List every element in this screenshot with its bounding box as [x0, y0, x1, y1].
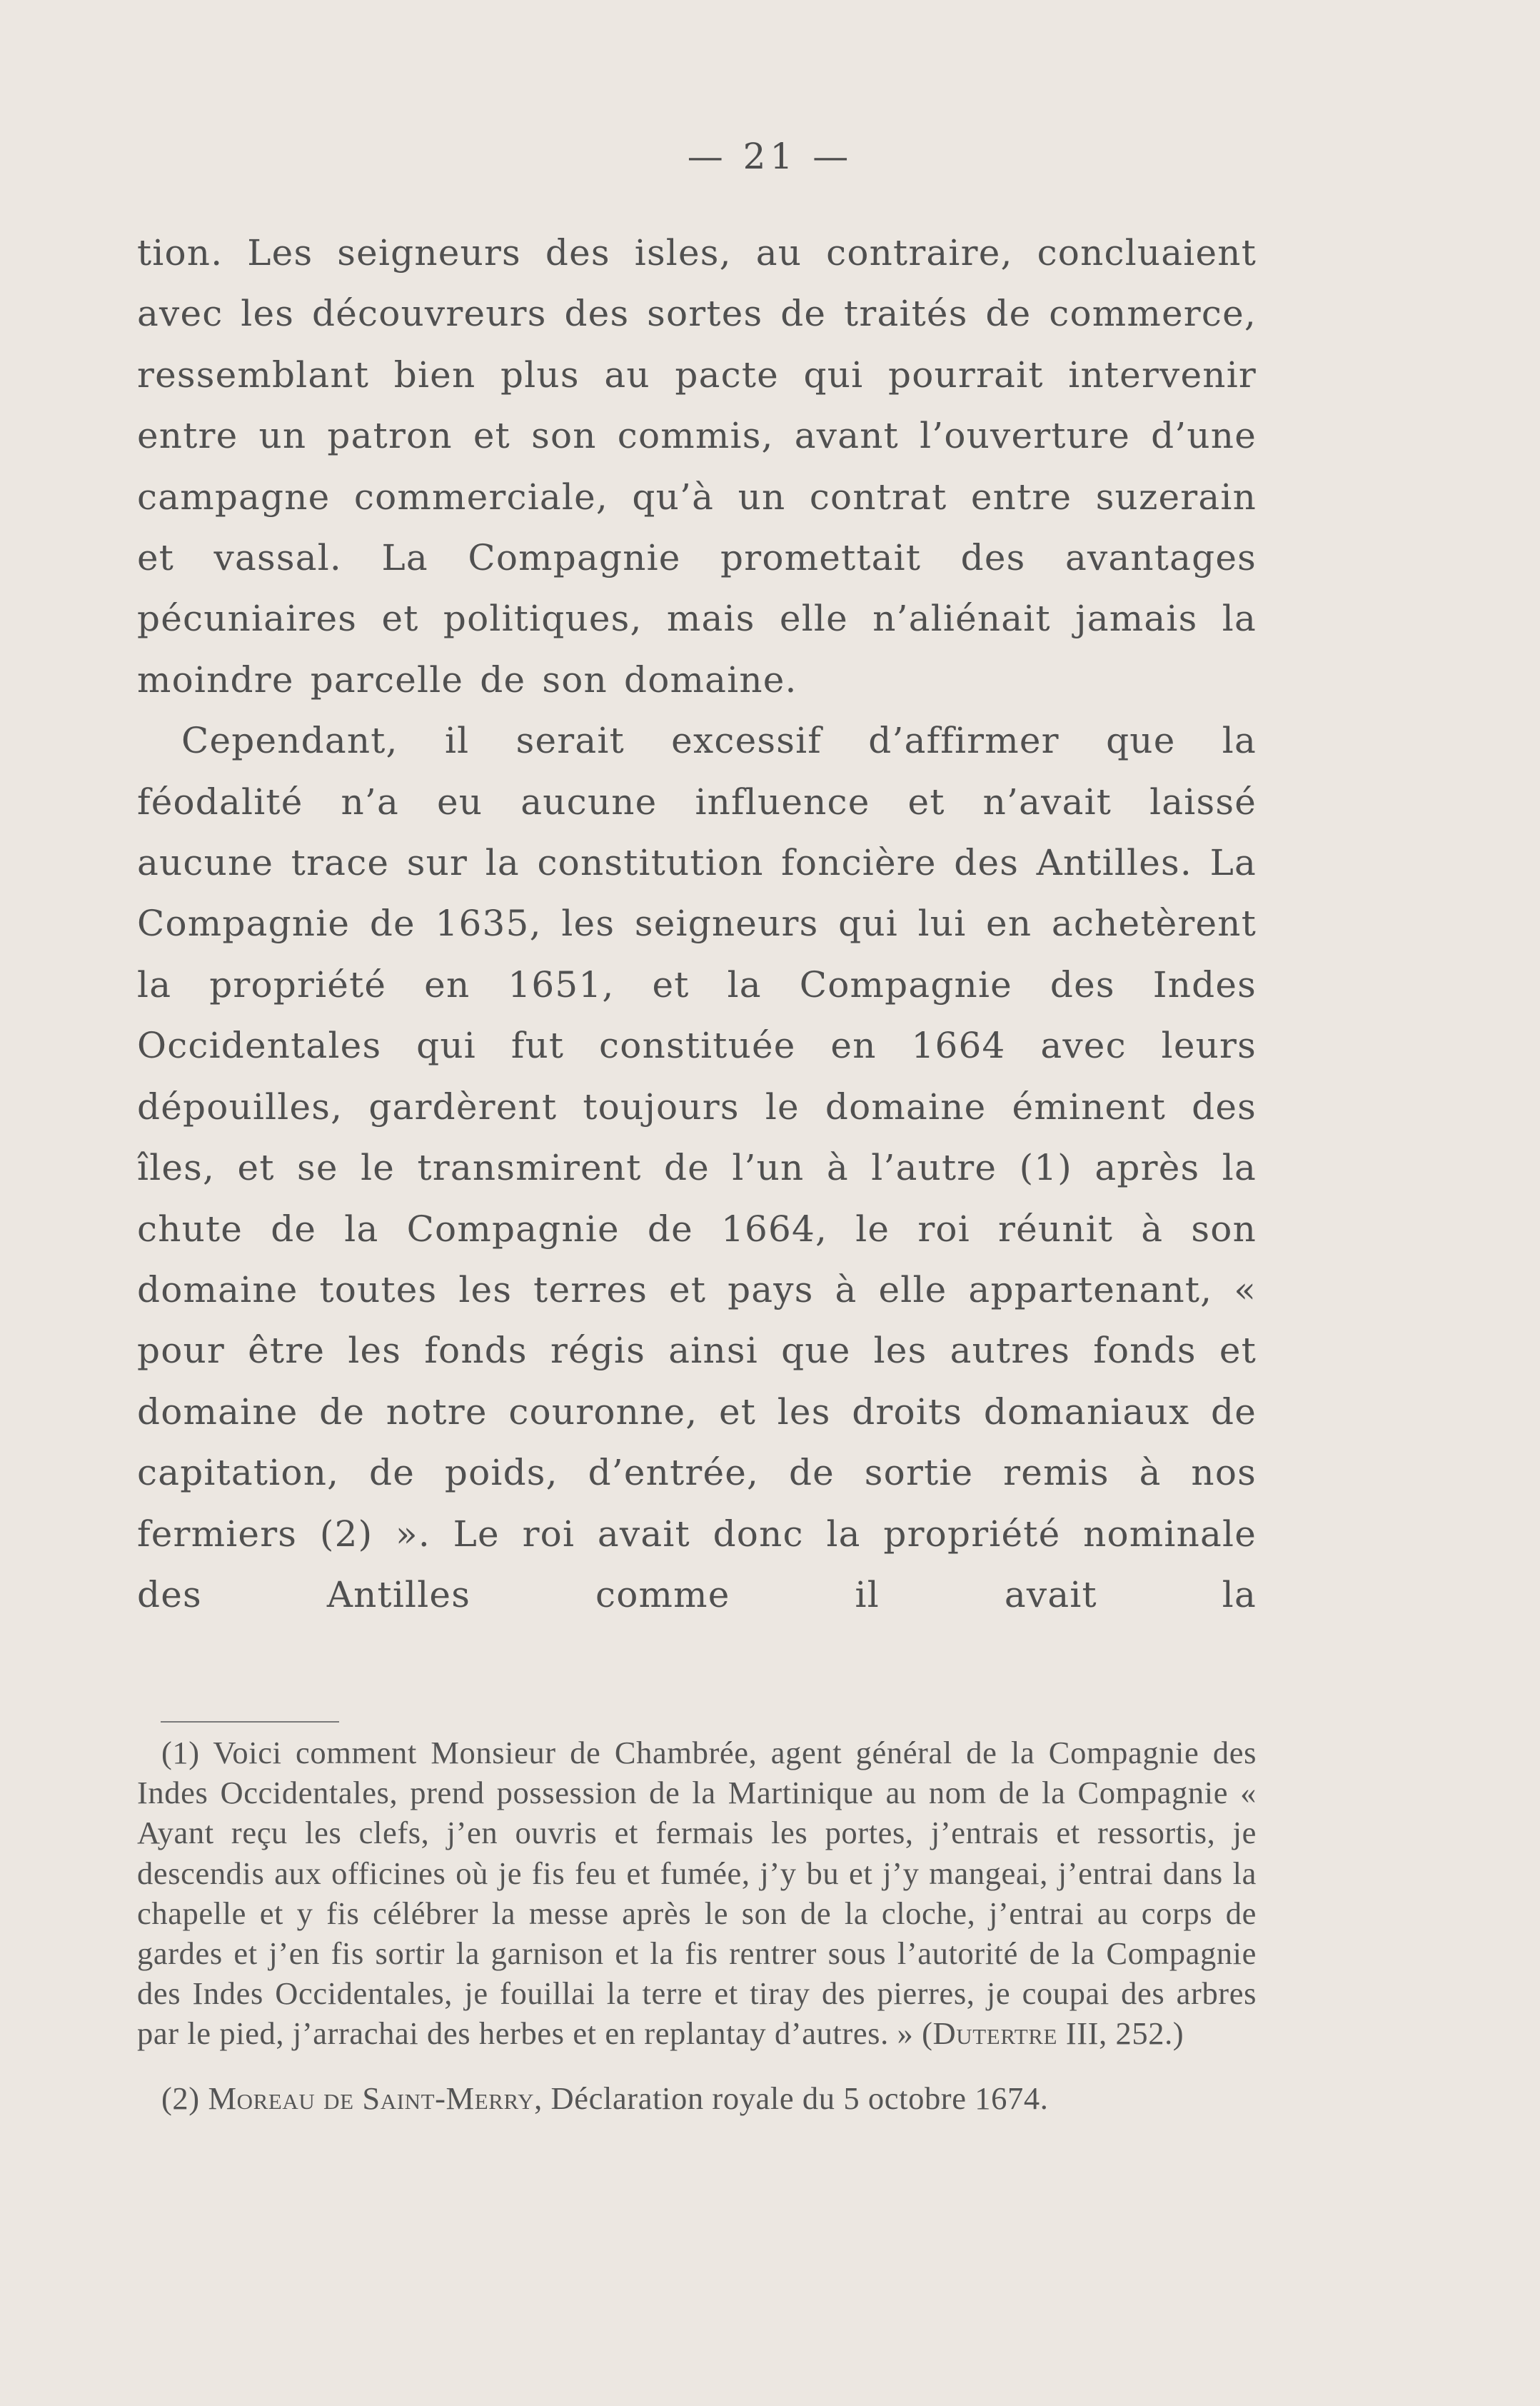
footnote-2	[137, 2078, 1257, 2118]
footnote-1-marker: (1)	[161, 1735, 200, 1770]
footnote-2-author: Moreau de Saint-Merry	[208, 2080, 535, 2116]
footnote-1-text: Voici comment Monsieur de Chambrée, agent général de la Compagnie des Indes Occidentales, prend possession de la Martinique au nom de la Compagnie « Ayant reçu les clefs, j’en ouvris et fermais les portes, j’entrais et ressortis, je descendis aux officines où je fis feu et fumée, j’y bu et j’y mangeai, j’entrai dans la chapelle et y fis célébrer la messe après le son de la cloche, j’entrai au corps de gardes et j’en fis sortir la garnison et la fis rentrer sous l’autorité de la Compagnie des Indes Occidentales, je fouillai la terre et tiray des pierres, je coupai des arbres par le pied, j’arrachai des herbes et en replantay d’autres. » (	[137, 1735, 1257, 2052]
paragraph-1: tion. Les seigneurs des isles, au contraire, concluaient avec les découvreurs des sortes de traités de commerce, ressemblant bien plus au pacte qui pourrait intervenir entre un patron et son commis, avant l’ouverture d’une campagne commerciale, qu’à un contrat entre suzerain et vassal. La Compagnie promettait des avantages pécuniaires et politiques, mais elle n’aliénait jamais la moindre parcelle de son domaine.	[137, 232, 1257, 701]
footnote-2-text: , Déclaration royale du 5 octobre 1674.	[534, 2080, 1049, 2116]
paragraph-2: Cependant, il serait excessif d’affirmer que la féodalité n’a eu aucune influence et n’avait laissé aucune trace sur la constitution foncière des Antilles. La Compagnie de 1635, les seigneurs qui lui en achetèrent la propriété en 1651, et la Compagnie des Indes Occidentales qui fut constituée en 1664 avec leurs dépouilles, gardèrent toujours le domaine éminent des îles, et se le transmirent de l’un à l’autre (1) après la chute de la Compagnie de 1664, le roi réunit à son domaine toutes les terres et pays à elle appartenant, « pour être les fonds régis ainsi que les autres fonds et domaine de notre couronne, et les droits domaniaux de capitation, de poids, d’entrée, de sortie remis à nos fermiers (2) ». Le roi avait donc la propriété nominale des Antilles comme il avait la	[137, 720, 1257, 1615]
footnote-divider	[161, 1721, 339, 1723]
footnotes	[137, 1733, 1257, 2118]
footnote-1	[137, 1733, 1257, 2054]
page-number: — 21 —	[687, 136, 853, 177]
footnote-1-author: Dutertre	[932, 2015, 1058, 2052]
footnote-1-ref: III, 252.)	[1057, 2015, 1184, 2052]
footnote-2-marker: (2)	[161, 2080, 200, 2116]
main-text	[137, 223, 1257, 1625]
